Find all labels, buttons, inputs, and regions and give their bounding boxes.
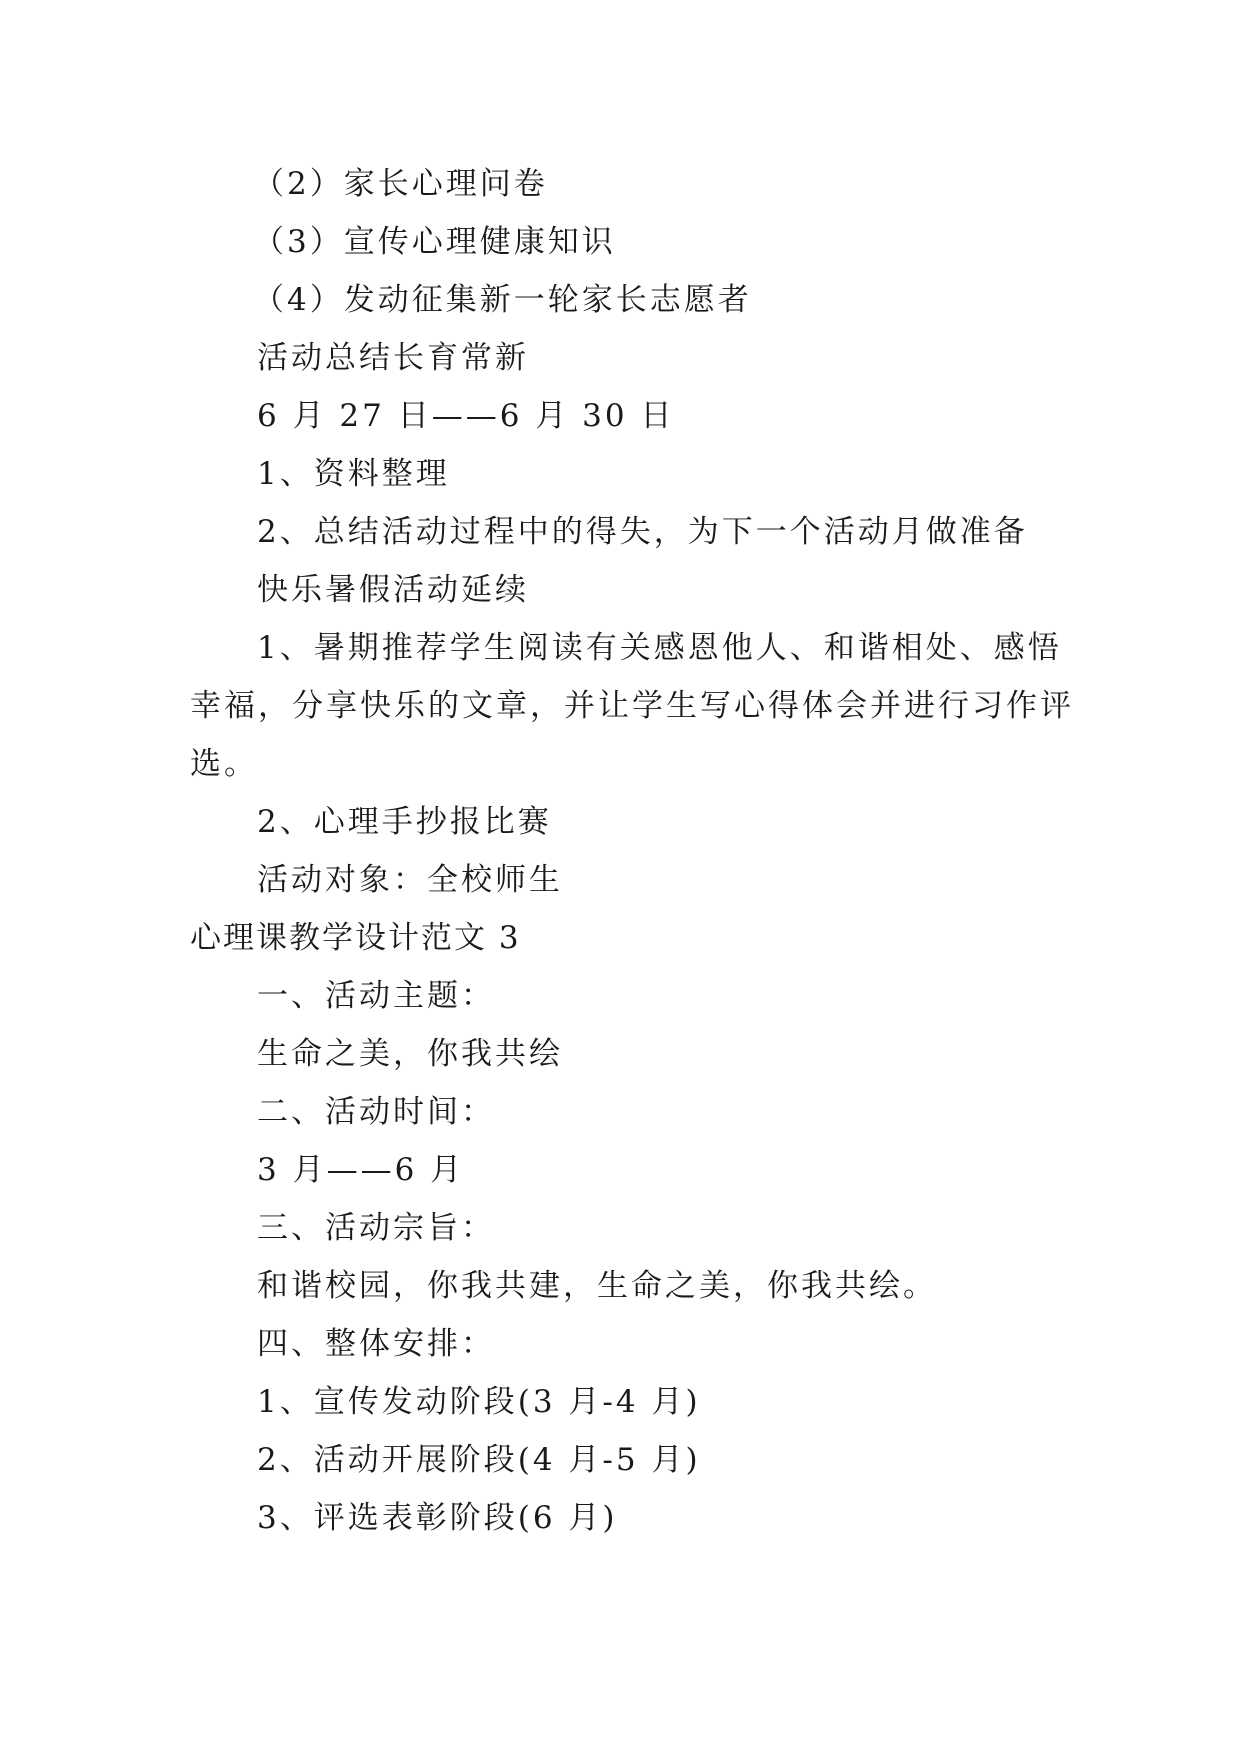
section-heading: 四、整体安排： (257, 1326, 495, 1362)
text-line: 活动对象：全校师生 (257, 862, 563, 898)
section-heading: 三、活动宗旨： (257, 1210, 495, 1246)
text-line: （2）家长心理问卷 (253, 166, 548, 202)
section-heading: 快乐暑假活动延续 (257, 572, 529, 608)
text-line: 和谐校园，你我共建，生命之美，你我共绘。 (257, 1268, 937, 1304)
section-heading: 活动总结长育常新 (257, 340, 529, 376)
text-line: 生命之美，你我共绘 (257, 1036, 563, 1072)
text-line: （3）宣传心理健康知识 (253, 224, 616, 260)
text-line: 2、活动开展阶段(4 月-5 月) (257, 1442, 701, 1478)
text-line: 1、宣传发动阶段(3 月-4 月) (257, 1384, 701, 1420)
text-line: 1、资料整理 (257, 456, 450, 492)
document-title: 心理课教学设计范文 3 (190, 920, 521, 956)
date-range: 3 月——6 月 (257, 1152, 465, 1188)
section-heading: 二、活动时间： (257, 1094, 495, 1130)
section-heading: 一、活动主题： (257, 978, 495, 1014)
text-line: 1、暑期推荐学生阅读有关感恩他人、和谐相处、感悟 (257, 630, 1062, 666)
text-line: 2、总结活动过程中的得失，为下一个活动月做准备 (257, 514, 1028, 550)
text-line: 2、心理手抄报比赛 (257, 804, 552, 840)
date-range: 6 月 27 日——6 月 30 日 (257, 398, 675, 434)
text-line: 3、评选表彰阶段(6 月) (257, 1500, 618, 1536)
text-line: （4）发动征集新一轮家长志愿者 (253, 282, 752, 318)
text-line: 幸福，分享快乐的文章，并让学生写心得体会并进行习作评 (190, 688, 1074, 724)
text-line: 选。 (190, 746, 258, 782)
